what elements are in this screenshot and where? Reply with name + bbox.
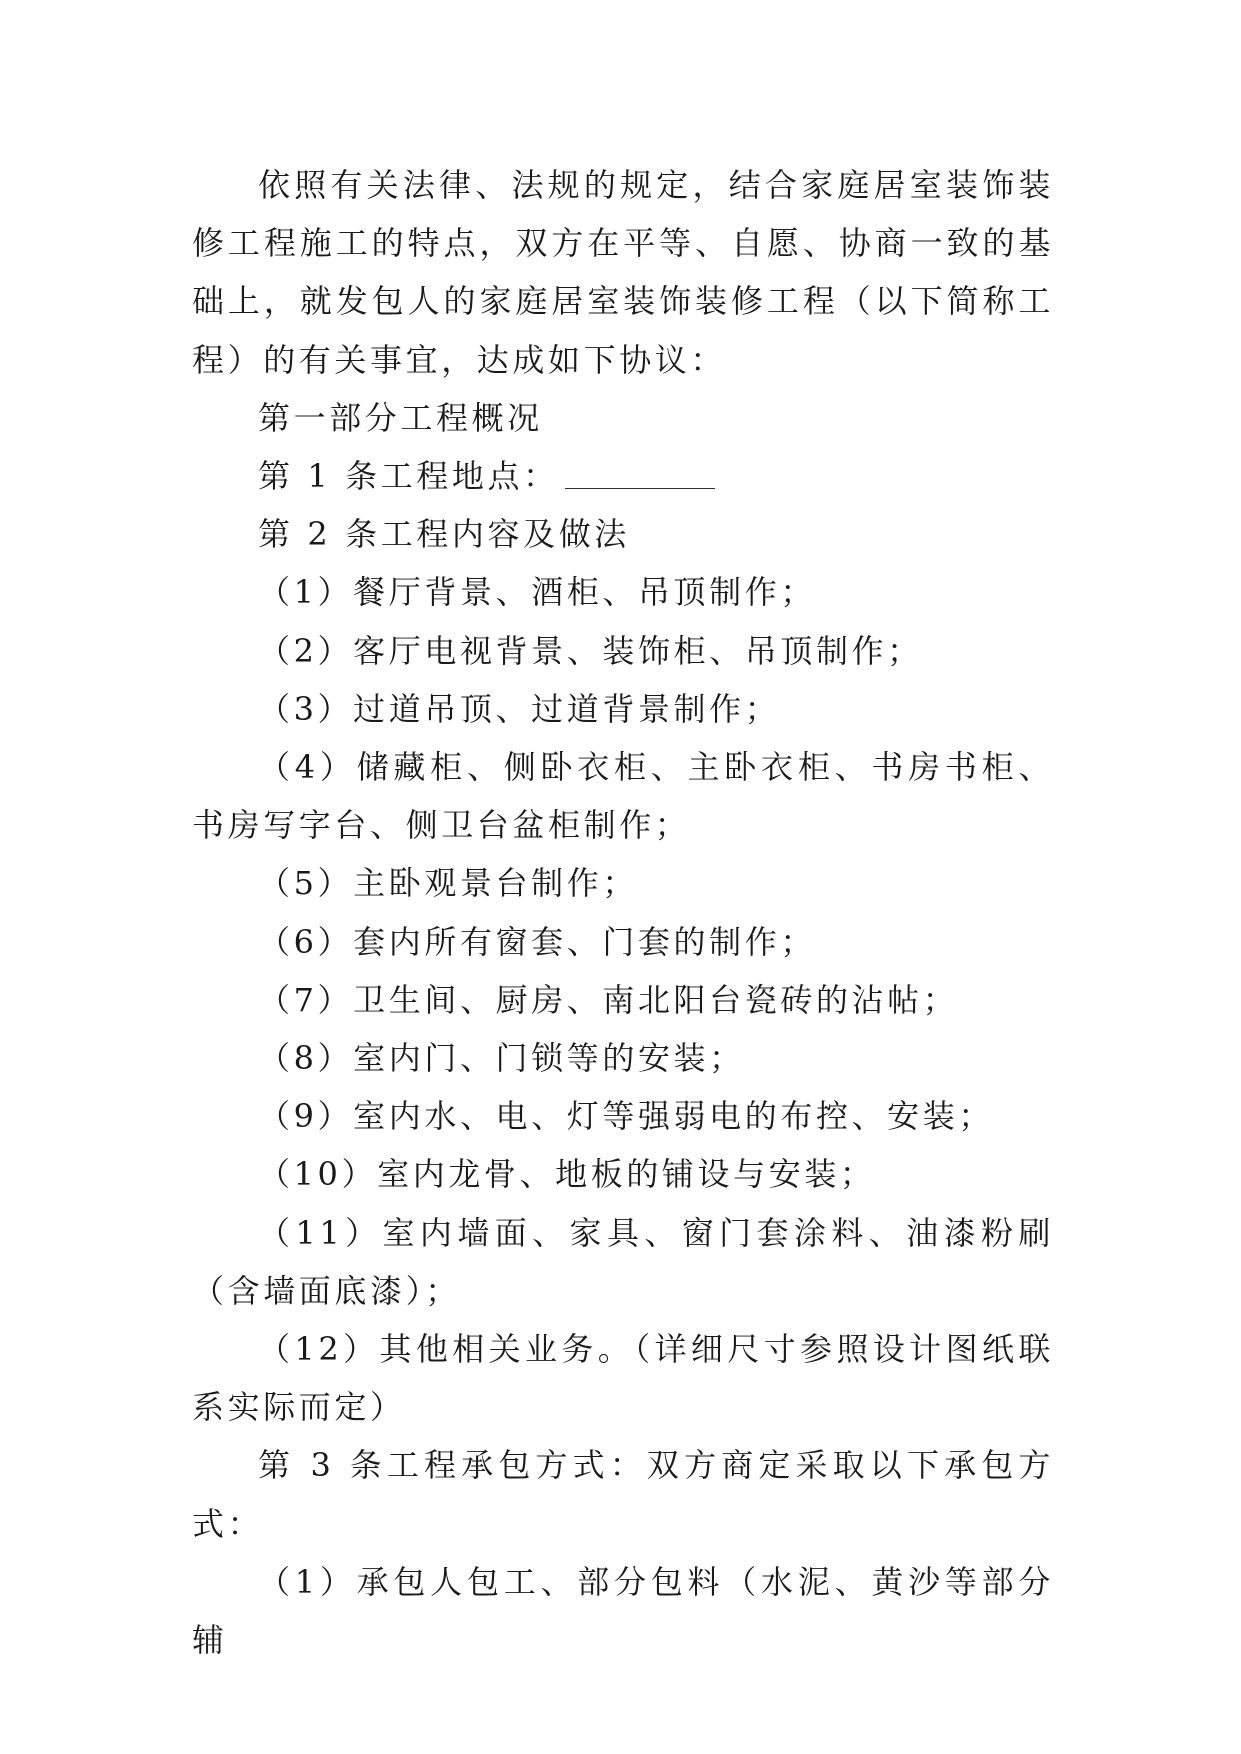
article-3: 第 3 条工程承包方式：双方商定采取以下承包方式： — [192, 1446, 1054, 1543]
list-item: （11）室内墙面、家具、窗门套涂料、油漆粉刷（含墙面底漆）； — [192, 1213, 1054, 1310]
list-item: （2）客厅电视背景、装饰柜、吊顶制作； — [258, 631, 923, 670]
list-item: （6）套内所有窗套、门套的制作； — [258, 922, 816, 961]
article-1 — [192, 447, 1054, 505]
list-item: （12）其他相关业务。（详细尺寸参照设计图纸联系实际而定） — [192, 1330, 1054, 1427]
list-item: （1）承包人包工、部分包料（水泥、黄沙等部分辅 — [192, 1562, 1054, 1660]
list-item: （10）室内龙骨、地板的铺设与安装； — [258, 1155, 876, 1194]
part-heading: 第一部分工程概况 — [258, 398, 543, 437]
intro-paragraph: 依照有关法律、法规的规定，结合家庭居室装饰装修工程施工的特点，双方在平等、自愿、协商一致的基础上，就发包人的家庭居室装饰装修工程（以下简称工程）的有关事宜，达成如下协议： — [192, 166, 1054, 379]
list-item: （7）卫生间、厨房、南北阳台瓷砖的沾帖； — [258, 980, 959, 1019]
list-item: （1）餐厅背景、酒柜、吊顶制作； — [258, 573, 816, 612]
list-item: （8）室内门、门锁等的安装； — [258, 1039, 745, 1078]
article-2: 第 2 条工程内容及做法 — [258, 515, 630, 554]
list-item: （3）过道吊顶、过道背景制作； — [258, 689, 781, 728]
list-item: （5）主卧观景台制作； — [258, 864, 638, 903]
address-blank-field[interactable] — [565, 458, 715, 489]
list-item: （9）室内水、电、灯等强弱电的布控、安装； — [258, 1097, 994, 1136]
document-page — [192, 156, 1054, 1669]
article-1-label: 第 1 条工程地点： — [258, 457, 559, 496]
list-item: （4）储藏柜、侧卧衣柜、主卧衣柜、书房书柜、书房写字台、侧卫台盆柜制作； — [192, 748, 1054, 845]
